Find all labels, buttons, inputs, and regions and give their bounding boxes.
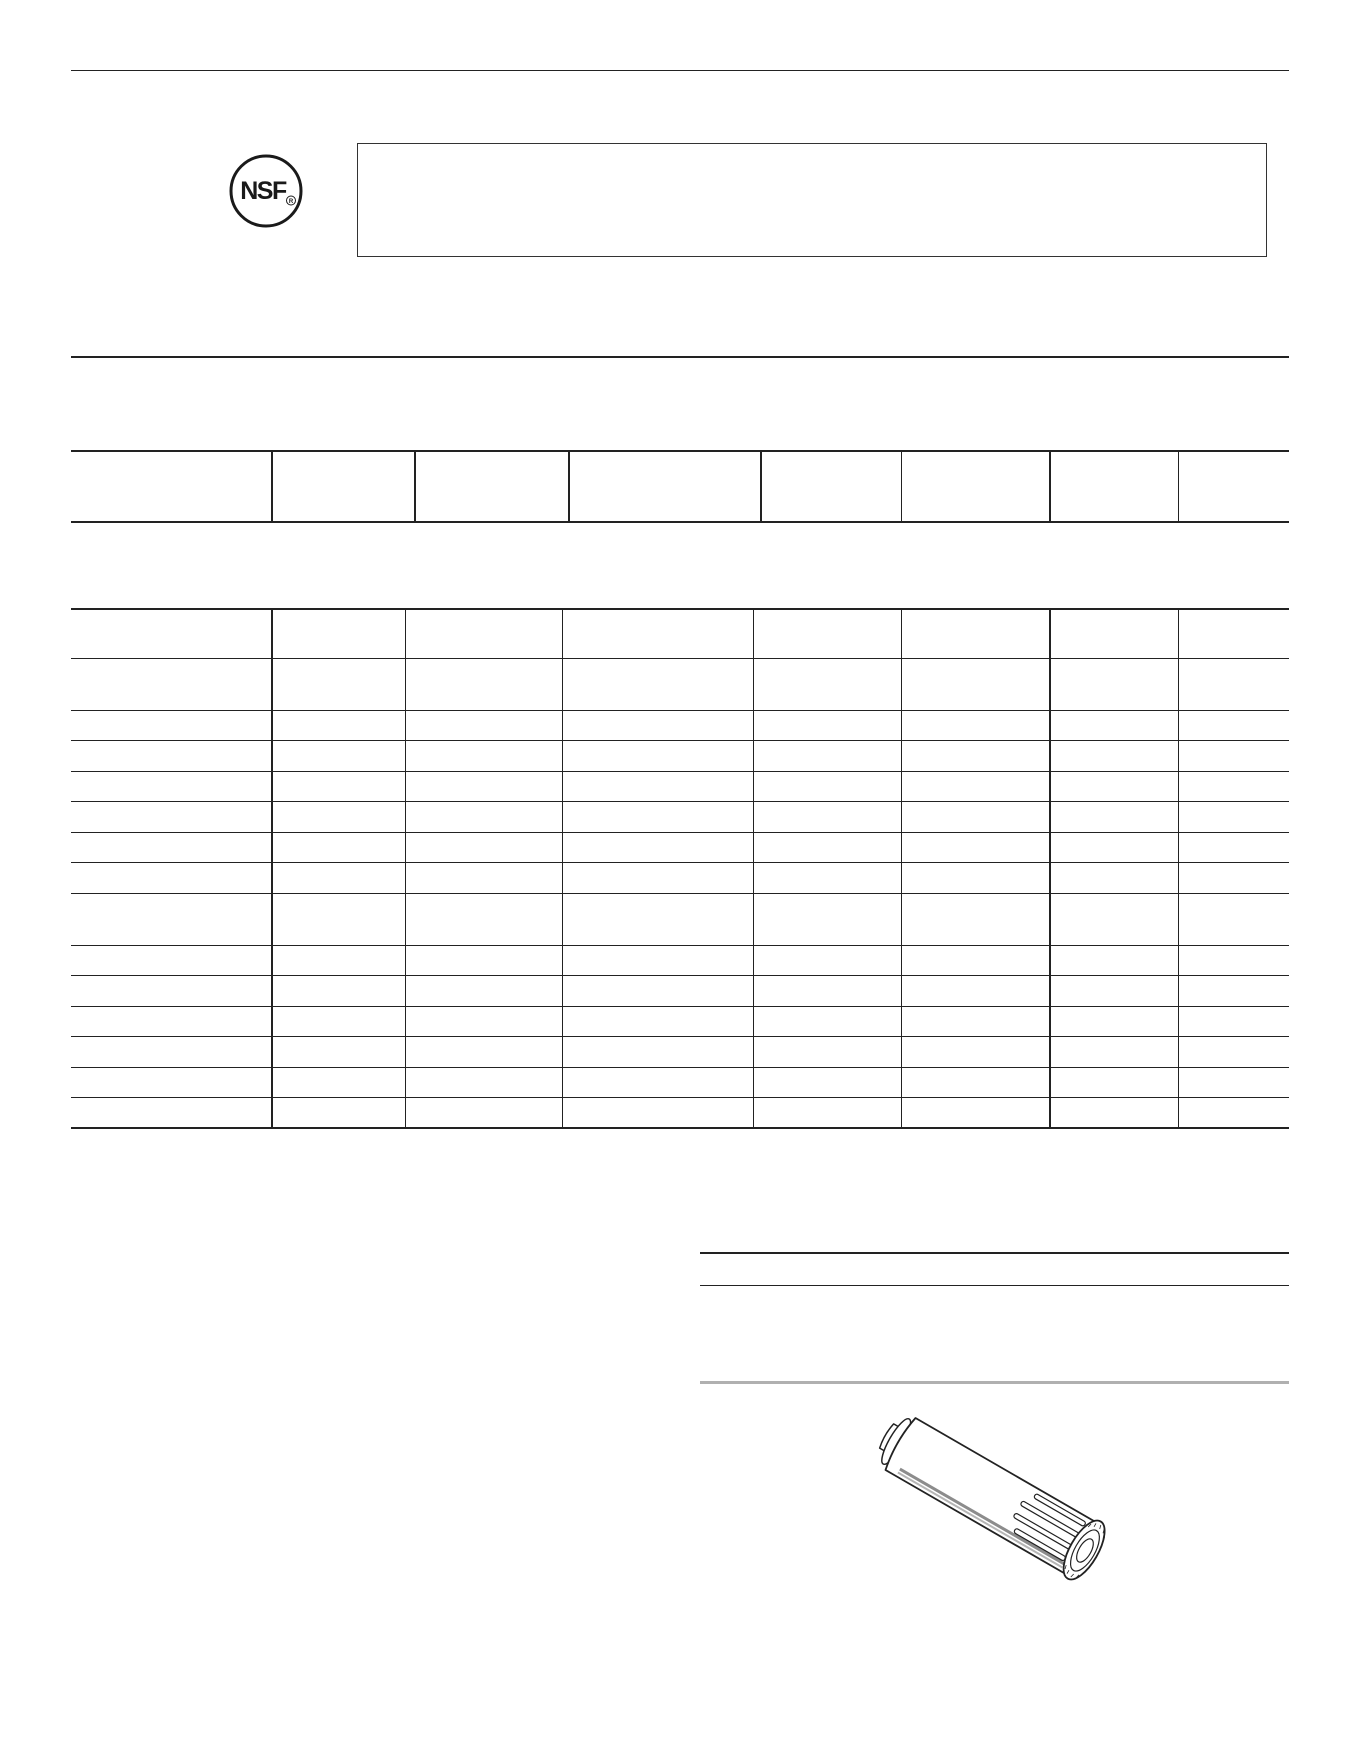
table-header-divider xyxy=(271,452,273,521)
table-column-divider xyxy=(901,610,902,1127)
nsf-logo xyxy=(228,153,304,229)
table-row-rule xyxy=(71,801,1289,802)
table-row-rule xyxy=(71,608,1289,610)
replacement-section-subrule xyxy=(700,1285,1289,1286)
table-row-rule xyxy=(71,1006,1289,1007)
table-column-divider xyxy=(1049,610,1051,1127)
nsf-logo-text: NSF xyxy=(240,177,286,205)
table-row-rule xyxy=(71,832,1289,833)
table-row-rule xyxy=(71,658,1289,659)
header-rule xyxy=(71,70,1289,71)
table-header-divider xyxy=(1178,452,1179,521)
table-row-rule xyxy=(71,1067,1289,1068)
table-header-divider xyxy=(1049,452,1051,521)
table-column-divider xyxy=(1178,610,1179,1127)
table-column-divider xyxy=(405,610,406,1127)
table-row-rule xyxy=(71,862,1289,863)
table-row-rule xyxy=(71,710,1289,711)
certification-notice-box xyxy=(357,143,1267,257)
table-header-top-rule xyxy=(71,450,1289,452)
filter-illustration xyxy=(860,1400,1135,1600)
table-header-divider xyxy=(760,452,762,521)
table-row-rule xyxy=(71,771,1289,772)
table-row-rule xyxy=(71,975,1289,976)
nsf-certification-mark-icon xyxy=(228,153,304,229)
table-header-bottom-rule xyxy=(71,521,1289,523)
table-column-divider xyxy=(753,610,754,1127)
table-header-divider xyxy=(568,452,570,521)
table-header-divider xyxy=(901,452,902,521)
replacement-section-top-rule xyxy=(700,1252,1289,1254)
section-divider xyxy=(71,356,1289,358)
table-column-divider xyxy=(562,610,563,1127)
table-column-divider xyxy=(271,610,273,1127)
table-row-rule xyxy=(71,1036,1289,1037)
table-row-rule xyxy=(71,740,1289,741)
replacement-section-gray-rule xyxy=(700,1381,1289,1384)
nsf-registered-mark: R xyxy=(288,199,294,205)
table-bottom-rule xyxy=(71,1127,1289,1129)
table-row-rule xyxy=(71,1097,1289,1098)
table-row-rule xyxy=(71,893,1289,894)
table-header-divider xyxy=(414,452,416,521)
table-row-rule xyxy=(71,945,1289,946)
water-filter-cartridge-icon xyxy=(860,1400,1135,1600)
